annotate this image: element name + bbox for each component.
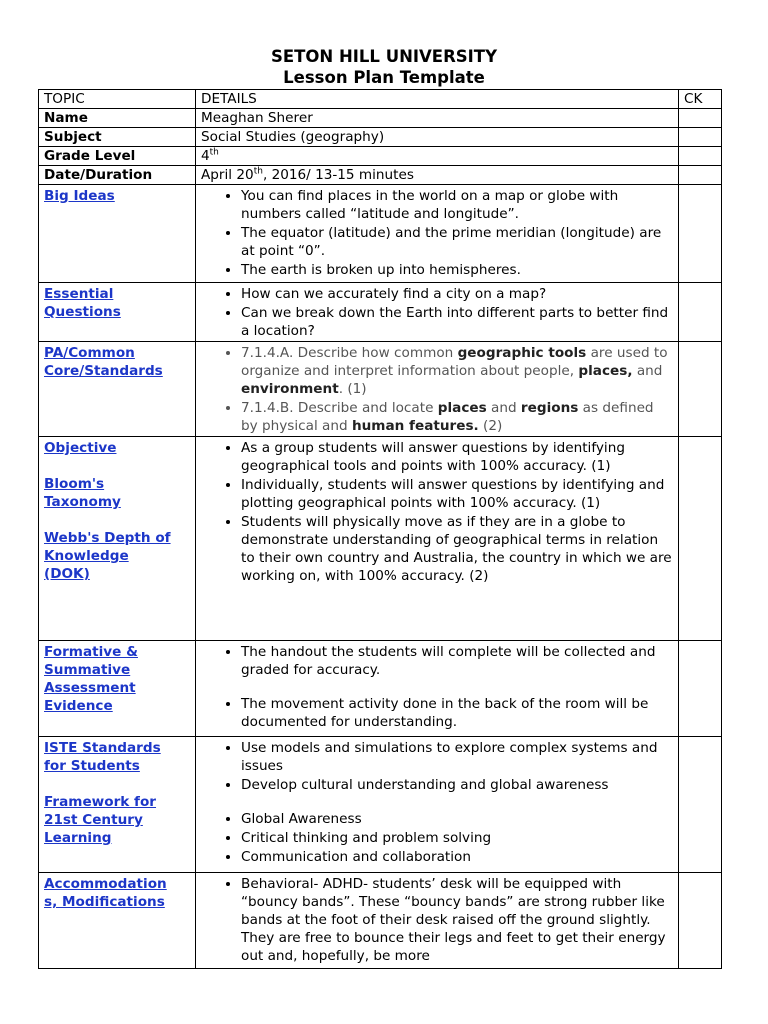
spacer (44, 511, 190, 529)
iste-label-cell (39, 737, 196, 873)
blooms-taxonomy-link[interactable] (44, 475, 190, 511)
university-name: SETON HILL UNIVERSITY (270, 47, 498, 66)
blooms-line-1: Bloom's (44, 476, 105, 492)
list-item (241, 399, 673, 435)
objective-link[interactable]: Objective (44, 440, 117, 456)
list-item: • Global Awareness (241, 810, 673, 828)
iste-standards-link[interactable] (44, 739, 190, 775)
list-item: • Develop cultural understanding and global awareness (241, 776, 673, 794)
spacer (44, 775, 190, 793)
name-value: Meaghan Sherer (196, 109, 679, 128)
essential-questions-line-1: Essential (44, 286, 114, 302)
big-ideas-details (196, 185, 679, 283)
list-item: • The earth is broken up into hemispheres. (241, 261, 673, 279)
big-ideas-list (201, 187, 673, 279)
spacer (44, 457, 190, 475)
assessment-link[interactable] (44, 643, 190, 715)
iste-row (39, 737, 722, 873)
grade-row (39, 147, 722, 166)
framework-line-1: Framework for (44, 794, 157, 810)
text-run: 7.1.4.A. Describe how common (241, 345, 458, 361)
topic-header: TOPIC (39, 90, 196, 109)
essential-questions-line-2: Questions (44, 304, 121, 320)
list-item: • Individually, students will answer questions by identifying and plotting geographical points with 100% accuracy. (1) (241, 476, 673, 512)
document-title (0, 46, 768, 88)
framework-21st-century-link[interactable] (44, 793, 190, 847)
name-label: Name (39, 109, 196, 128)
bold-term: places, (578, 363, 633, 379)
list-item: • Students will physically move as if they are in a globe to demonstrate understanding of geographical terms in relation to their own country and Australia, the country in which we are working on, with 100% accuracy. (2) (241, 513, 673, 585)
accommodations-list (201, 875, 673, 965)
assessment-label-cell (39, 641, 196, 737)
assessment-details (196, 641, 679, 737)
essential-questions-link[interactable] (44, 285, 190, 321)
text-run: and (486, 400, 521, 416)
assessment-ck (679, 641, 722, 737)
standards-link[interactable] (44, 344, 190, 380)
objective-list (201, 439, 673, 585)
assessment-line-1: Formative & (44, 644, 138, 660)
iste-ck (679, 737, 722, 873)
standards-label-cell (39, 342, 196, 437)
text-run: 7.1.4.B. Describe and locate (241, 400, 438, 416)
webbs-dok-link[interactable] (44, 529, 190, 583)
list-item: • Can we break down the Earth into different parts to better find a location? (241, 304, 673, 340)
big-ideas-label-cell (39, 185, 196, 283)
details-header: DETAILS (196, 90, 679, 109)
bold-term: human features. (351, 418, 479, 434)
essential-questions-label-cell (39, 283, 196, 342)
grade-value (196, 147, 679, 166)
list-item: • The equator (latitude) and the prime meridian (longitude) are at point “0”. (241, 224, 673, 260)
standards-row (39, 342, 722, 437)
list-item: • As a group students will answer questions by identifying geographical tools and points with 100% accuracy. (1) (241, 439, 673, 475)
grade-label: Grade Level (39, 147, 196, 166)
standards-line-1: PA/Common (44, 345, 135, 361)
bold-term: environment (241, 381, 339, 397)
webb-line-1: Webb's Depth of (44, 530, 171, 546)
assessment-list (201, 643, 673, 731)
objective-label-cell (39, 437, 196, 641)
date-label: Date/Duration (39, 166, 196, 185)
webb-line-3: (DOK) (44, 566, 90, 582)
accommodations-row (39, 873, 722, 969)
essential-questions-ck (679, 283, 722, 342)
big-ideas-link[interactable]: Big Ideas (44, 188, 115, 204)
list-item: • The handout the students will complete will be collected and graded for accuracy. (241, 643, 673, 679)
essential-questions-row (39, 283, 722, 342)
date-suffix: th (253, 166, 263, 177)
iste-details (196, 737, 679, 873)
text-run: are used to organize and interpret information about people, (241, 345, 668, 379)
essential-questions-details (196, 283, 679, 342)
text-run: (2) (478, 418, 503, 434)
objective-row (39, 437, 722, 641)
subject-label: Subject (39, 128, 196, 147)
date-ck (679, 166, 722, 185)
objective-details (196, 437, 679, 641)
date-rest: , 2016/ 13-15 minutes (262, 167, 414, 183)
subject-value: Social Studies (geography) (196, 128, 679, 147)
text-run: . (1) (338, 381, 367, 397)
date-day: April 20 (201, 167, 254, 183)
accommodations-line-1: Accommodation (44, 876, 167, 892)
subject-ck (679, 128, 722, 147)
accommodations-line-2: s, Modifications (44, 894, 165, 910)
framework-line-3: Learning (44, 830, 112, 846)
webb-line-2: Knowledge (44, 548, 129, 564)
iste-list (201, 739, 673, 866)
subject-row (39, 128, 722, 147)
name-ck (679, 109, 722, 128)
text-run: and (632, 363, 663, 379)
table-header-row (39, 90, 722, 109)
bold-term: regions (520, 400, 579, 416)
ck-header: CK (679, 90, 722, 109)
grade-suffix: th (209, 147, 219, 158)
accommodations-label-cell (39, 873, 196, 969)
list-item: • Behavioral- ADHD- students’ desk will be equipped with “bouncy bands”. These “bouncy bands” are strong rubber like bands at the foot of their desk raised off the ground slightly. They are free to bounce their legs and feet to get their energy out and, hopefully, be more (241, 875, 673, 965)
accommodations-link[interactable] (44, 875, 190, 911)
grade-ck (679, 147, 722, 166)
assessment-line-3: Assessment (44, 680, 136, 696)
bold-term: geographic tools (457, 345, 587, 361)
date-value (196, 166, 679, 185)
blooms-line-2: Taxonomy (44, 494, 121, 510)
grade-number: 4 (201, 148, 210, 164)
accommodations-ck (679, 873, 722, 969)
list-item: • You can find places in the world on a map or globe with numbers called “latitude and longitude”. (241, 187, 673, 223)
standards-ck (679, 342, 722, 437)
big-ideas-row (39, 185, 722, 283)
standards-list (201, 344, 673, 435)
list-item: • Critical thinking and problem solving (241, 829, 673, 847)
list-item: • Communication and collaboration (241, 848, 673, 866)
list-item (241, 344, 673, 398)
list-item: • Use models and simulations to explore complex systems and issues (241, 739, 673, 775)
big-ideas-ck (679, 185, 722, 283)
assessment-line-4: Evidence (44, 698, 113, 714)
bold-term: places (437, 400, 487, 416)
list-item: • The movement activity done in the back of the room will be documented for understanding. (241, 695, 673, 731)
assessment-row (39, 641, 722, 737)
standards-details (196, 342, 679, 437)
framework-line-2: 21st Century (44, 812, 143, 828)
template-name: Lesson Plan Template (283, 68, 485, 87)
date-row (39, 166, 722, 185)
standards-line-2: Core/Standards (44, 363, 163, 379)
text-run: as defined by physical and (241, 400, 654, 434)
list-item: • How can we accurately find a city on a map? (241, 285, 673, 303)
essential-questions-list (201, 285, 673, 340)
objective-ck (679, 437, 722, 641)
lesson-plan-table (38, 89, 722, 969)
iste-line-1: ISTE Standards (44, 740, 161, 756)
accommodations-details (196, 873, 679, 969)
assessment-line-2: Summative (44, 662, 131, 678)
iste-line-2: for Students (44, 758, 140, 774)
name-row (39, 109, 722, 128)
